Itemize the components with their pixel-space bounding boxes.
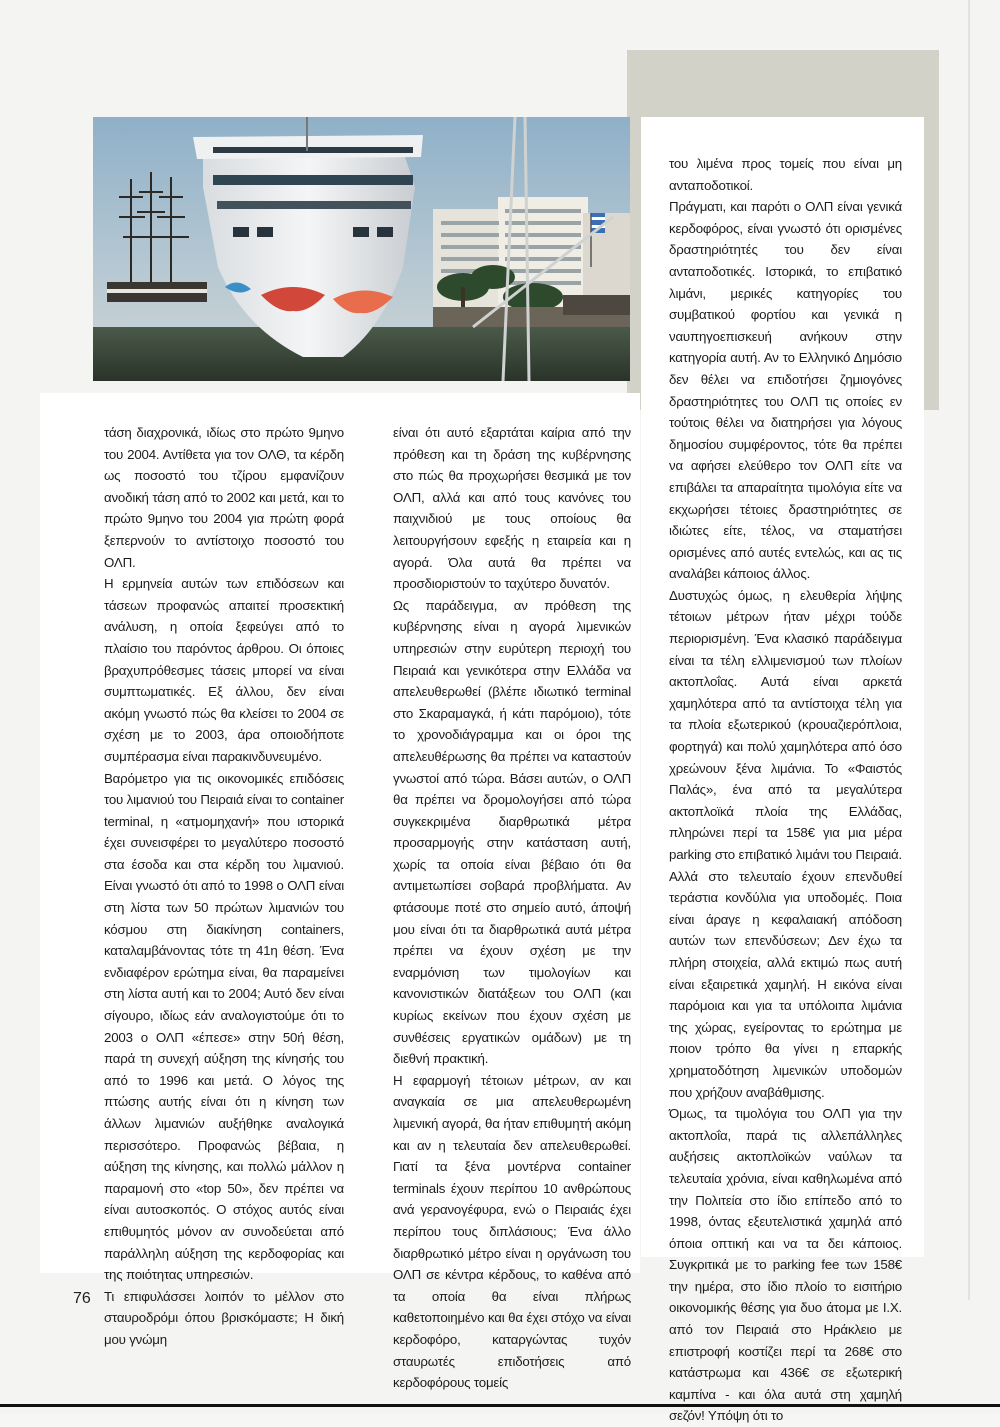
paragraph: Δυστυχώς όμως, η ελευθερία λήψης τέτοιων μέτρων ήταν μέχρι τούδε περιορισμένη. Ένα κλασικό παράδειγμα είναι τα τέλη ελλιμενισμού των πλοίων ακτοπλοΐας. Αυτά είναι αρκετά χαμηλότερα από τα αντίστοιχα τέλη για τα πλοία εξωτερικού (κρουαζιερόπλοια, φορτηγά) και πολύ χαμηλότερα από όσο χρεώνουν ξένα λιμάνια. Το «Φαιστός Παλάς», ένα από τα μεγαλύτερα ακτοπλοϊκά πλοία της Ελλάδας, πληρώνει περί τα 158€ για μια μέρα parking στο επιβατικό λιμάνι του Πειραιά. Αλλά στο τελευταίο έχουν επενδυθεί τεράστια κονδύλια για υποδομές. Ποια είναι άραγε η κεφαλαιακή απόδοση αυτών των επενδύσεων; Δεν έχω τα πλήρη στοιχεία, αλλά εκτιμώ πως αυτή είναι εξαιρετικά χαμηλή. Η εικόνα είναι παρόμοια και για τα υπόλοιπα λιμάνια της χώρας, εγείροντας το ερώτημα με ποιον τρόπο θα γίνει η επαρκής χρηματοδότηση λιμενικών υποδομών που χρήζουν αναβάθμισης. — [669, 587, 902, 1100]
paragraph: Η εφαρμογή τέτοιων μέτρων, αν και αναγκαία σε μια απελευθερωμένη λιμενική αγορά, θα ήταν επιθυμητή ακόμη και αν η τελευταία δεν απελευθερωθεί. Γιατί τα ξένα μοντέρνα container terminals έχουν περίπου 10 ανθρώπους ανά γερανογέφυρα, ενώ ο Πειραιάς έχει περίπου τους διπλάσιους; Ένα άλλο διαρθρωτικό μέτρο είναι η οργάνωση του ΟΛΠ σε κέντρα κέρδους, το καθένα από τα οποία θα είναι πλήρως καθετοποιημένο και θα έχει στόχο να είναι κερδοφόρο, καταργώντας τυχόν σταυρωτές επιδοτήσεις από κερδοφόρους τομείς — [393, 1072, 631, 1391]
text-column-2 — [393, 422, 631, 1394]
photo-illustration — [93, 117, 630, 381]
cruise-ship-photo — [93, 117, 630, 381]
paragraph: τάση διαχρονικά, ιδίως στο πρώτο 9μηνο του 2004. Αντίθετα για τον ΟΛΘ, τα κέρδη ως ποσοστό του τζίρου εμφανίζουν ανοδική τάση από το 2002 και μετά, και το πρώτο 9μηνο του 2004 για πρώτη φορά ξεπερνούν το αντίστοιχο ποσοστό του ΟΛΠ. — [104, 425, 344, 570]
paragraph: του λιμένα προς τομείς που είναι μη ανταποδοτικοί. — [669, 156, 902, 193]
paragraph: Όμως, τα τιμολόγια του ΟΛΠ για την ακτοπλοΐα, παρά τις αλλεπάλληλες αυξήσεις ακτοπλοϊκών ναύλων τα τελευταία χρόνια, είναι καθηλωμένα από την Πολιτεία στο ίδιο επίπεδο από το 1998, όντας εξευτελιστικά χαμηλά από όποια οπτική και να τα δει κάποιος. Συγκριτικά με το parking fee των 158€ την ημέρα, στο ίδιο πλοίο το εισιτήριο οικονομικής θέσης για δυο άτομα με Ι.Χ. από τον Πειραιά στο Ηράκλειο με επιστροφή κοστίζει περί τα 268€ στο κατάστρωμα και 436€ σε εξωτερική καμπίνα - και όλα αυτά στη χαμηλή σεζόν! Υπόψη ότι το — [669, 1106, 902, 1424]
paragraph: Ως παράδειγμα, αν πρόθεση της κυβέρνησης είναι η αγορά λιμενικών υπηρεσιών στην ευρύτερη περιοχή του Πειραιά και γενικότερα στην Ελλάδα να απελευθερωθεί (βλέπε ιδιωτικό terminal στο Σκαραμαγκά, ή κάτι παρόμοιο), τότε το χρονοδιάγραμμα και οι όροι της απελευθέρωσης θα πρέπει να καταστούν γνωστοί από τώρα. Βάσει αυτών, ο ΟΛΠ θα πρέπει να δρομολογήσει από τώρα συγκεκριμένα διαρθρωτικά μέτρα προσαρμογής στην κατάσταση αυτή, χωρίς τα οποία είναι βέβαιο ότι θα αντιμετωπίσει σοβαρά προβλήματα. Αν φτάσουμε ποτέ στο σημείο αυτό, άποψή μου είναι ότι τα διαρθρωτικά αυτά μέτρα πρέπει να έχουν σχέση με την εναρμόνιση των τιμολογίων και κανονιστικών διατάξεων του ΟΛΠ (και κυρίως εκείνων που έχουν σχέση με συνθέσεις εργατικών ομάδων) με τη διεθνή πρακτική. — [393, 597, 631, 1067]
page-number: 76 — [73, 1290, 91, 1307]
paragraph: Η ερμηνεία αυτών των επιδόσεων και τάσεων προφανώς απαιτεί προσεκτική ανάλυση, η οποία ξεφεύγει από το πλαίσιο του παρόντος άρθρου. Οι όποιες βραχυπρόθεσμες τάσεις μπορεί να είναι συμπτωματικές. Εξ άλλου, δεν είναι ακόμη γνωστό πώς θα κλείσει το 2004 σε σχέση με το 2003, άρα οποιοδήποτε συμπέρασμα είναι παρακινδυνευμένο. — [104, 576, 344, 764]
scan-edge — [968, 0, 970, 1300]
paragraph: είναι ότι αυτό εξαρτάται καίρια από την πρόθεση και τη δράση της κυβέρνησης στο πώς θα προχωρήσει θεσμικά με τον ΟΛΠ, αλλά και από τους κανόνες του παιχνιδιού με τους οποίους θα λειτουργήσουν εφεξής η εταιρεία και η αγορά. Όλα αυτά θα πρέπει να προσδιοριστούν το ταχύτερο δυνατόν. — [393, 425, 631, 592]
paragraph: Βαρόμετρο για τις οικονομικές επιδόσεις του λιμανιού του Πειραιά είναι το container terminal, η «ατμομηχανή» που ιστορικά έχει συνεισφέρει το μεγαλύτερο ποσοστό στα έσοδα και στα κέρδη του λιμανιού. Είναι γνωστό ότι από το 1998 ο ΟΛΠ είναι στη λίστα των 50 πρώτων λιμανιών του κόσμου στη διακίνηση containers, καταλαμβάνοντας τότε τη 41η θέση. Ένα ενδιαφέρον ερώτημα είναι, θα παραμείνει στη λίστα αυτή και το 2004; Αυτό δεν είναι σίγουρο, ιδίως εάν αναλογιστούμε ότι το 2003 ο ΟΛΠ «έπεσε» στην 50ή θέση, παρά τη συνεχή αύξηση της κίνησής του από το 1996 και μετά. Ο λόγος της πτώσης αυτής είναι ότι η κίνηση των άλλων λιμανιών αυξήθηκε αναλογικά περισσότερο. Προφανώς βέβαια, η αύξηση της κίνησης, και πολλώ μάλλον η παραμονή στο «top 50», δεν πρέπει να είναι αυτοσκοπός. Ο στόχος αυτός είναι επιθυμητός μόνον αν συνοδεύεται από παράλληλη αύξηση της κερδοφορίας και της ποιότητας υπηρεσιών. — [104, 770, 344, 1283]
paragraph: Τι επιφυλάσσει λοιπόν το μέλλον στο σταυροδρόμι όπου βρισκόμαστε; Η δική μου γνώμη — [104, 1288, 344, 1347]
bottom-rule — [0, 1404, 1000, 1407]
paragraph: Πράγματι, και παρότι ο ΟΛΠ είναι γενικά κερδοφόρος, είναι γνωστό ότι ορισμένες δραστηριότητές του δεν είναι ανταποδοτικές. Ιστορικά, το επιβατικό λιμάνι, μερικές κατηγορίες του συμβατικού φορτίου και γενικά η ναυπηγοεπισκευή ανήκουν στην κατηγορία αυτή. Αν το Ελληνικό Δημόσιο δεν θέλει να επιδοτήσει ζημιογόνες δραστηριότητες του ΟΛΠ τις οποίες εν τούτοις θέλει να διατηρήσει για λόγους δημοσίου συμφέροντος, τότε θα πρέπει να αφήσει ελεύθερο τον ΟΛΠ είτε να επιβάλει τα απαραίτητα τιμολόγια είτε να εκχωρήσει τέτοιες δραστηριότητες σε ιδιώτες είτε, τέλος, να σταματήσει ορισμένες από αυτές εντελώς, και ας τις αναλάβει κάποιος άλλος. — [669, 199, 902, 582]
text-column-3 — [669, 153, 902, 1427]
text-column-1 — [104, 422, 344, 1351]
